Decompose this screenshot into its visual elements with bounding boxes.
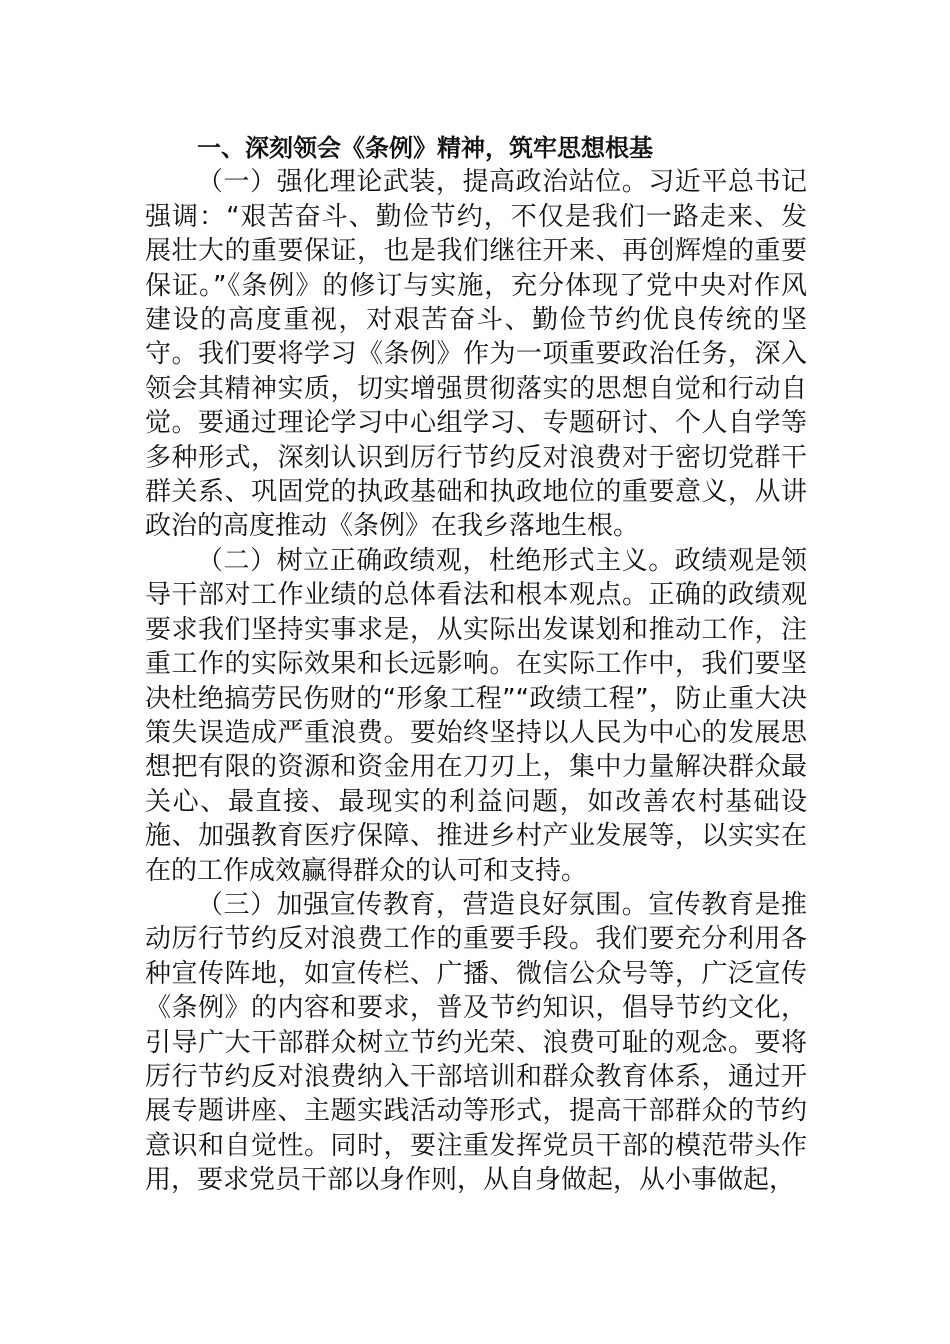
document-body [145,131,807,1198]
paragraph-2: （二）树立正确政绩观，杜绝形式主义。政绩观是领导干部对工作业绩的总体看法和根本观点。正确的政绩观要求我们坚持实事求是，从实际出发谋划和推动工作，注重工作的实际效果和长远影响。在实际工作中，我们要坚决杜绝搞劳民伤财的“形象工程”“政绩工程”，防止重大决策失误造成严重浪费。要始终坚持以人民为中心的发展思想把有限的资源和资金用在刀刃上，集中力量解决群众最关心、最直接、最现实的利益问题，如改善农村基础设施、加强教育医疗保障、推进乡村产业发展等，以实实在在的工作成效赢得群众的认可和支持。 [145,545,807,886]
section-heading: 一、深刻领会《条例》精神，筑牢思想根基 [197,134,653,162]
paragraph-3: （三）加强宣传教育，营造良好氛围。宣传教育是推动厉行节约反对浪费工作的重要手段。我们要充分利用各种宣传阵地，如宣传栏、广播、微信公众号等，广泛宣传《条例》的内容和要求，普及节约知识，倡导节约文化，引导广大干部群众树立节约光荣、浪费可耻的观念。要将厉行节约反对浪费纳入干部培训和群众教育体系，通过开展专题讲座、主题实践活动等形式，提高干部群众的节约意识和自觉性。同时，要注重发挥党员干部的模范带头作用，要求党员干部以身作则，从自身做起，从小事做起， [145,889,807,1196]
paragraph-1: （一）强化理论武装，提高政治站位。习近平总书记强调：“艰苦奋斗、勤俭节约，不仅是我们一路走来、发展壮大的重要保证，也是我们继往开来、再创辉煌的重要保证。”《条例》的修订与实施，充分体现了党中央对作风建设的高度重视，对艰苦奋斗、勤俭节约优良传统的坚守。我们要将学习《条例》作为一项重要政治任务，深入领会其精神实质，切实增强贯彻落实的思想自觉和行动自觉。要通过理论学习中心组学习、专题研讨、个人自学等多种形式，深刻认识到厉行节约反对浪费对于密切党群干群关系、巩固党的执政基础和执政地位的重要意义，从讲政治的高度推动《条例》在我乡落地生根。 [145,167,807,542]
